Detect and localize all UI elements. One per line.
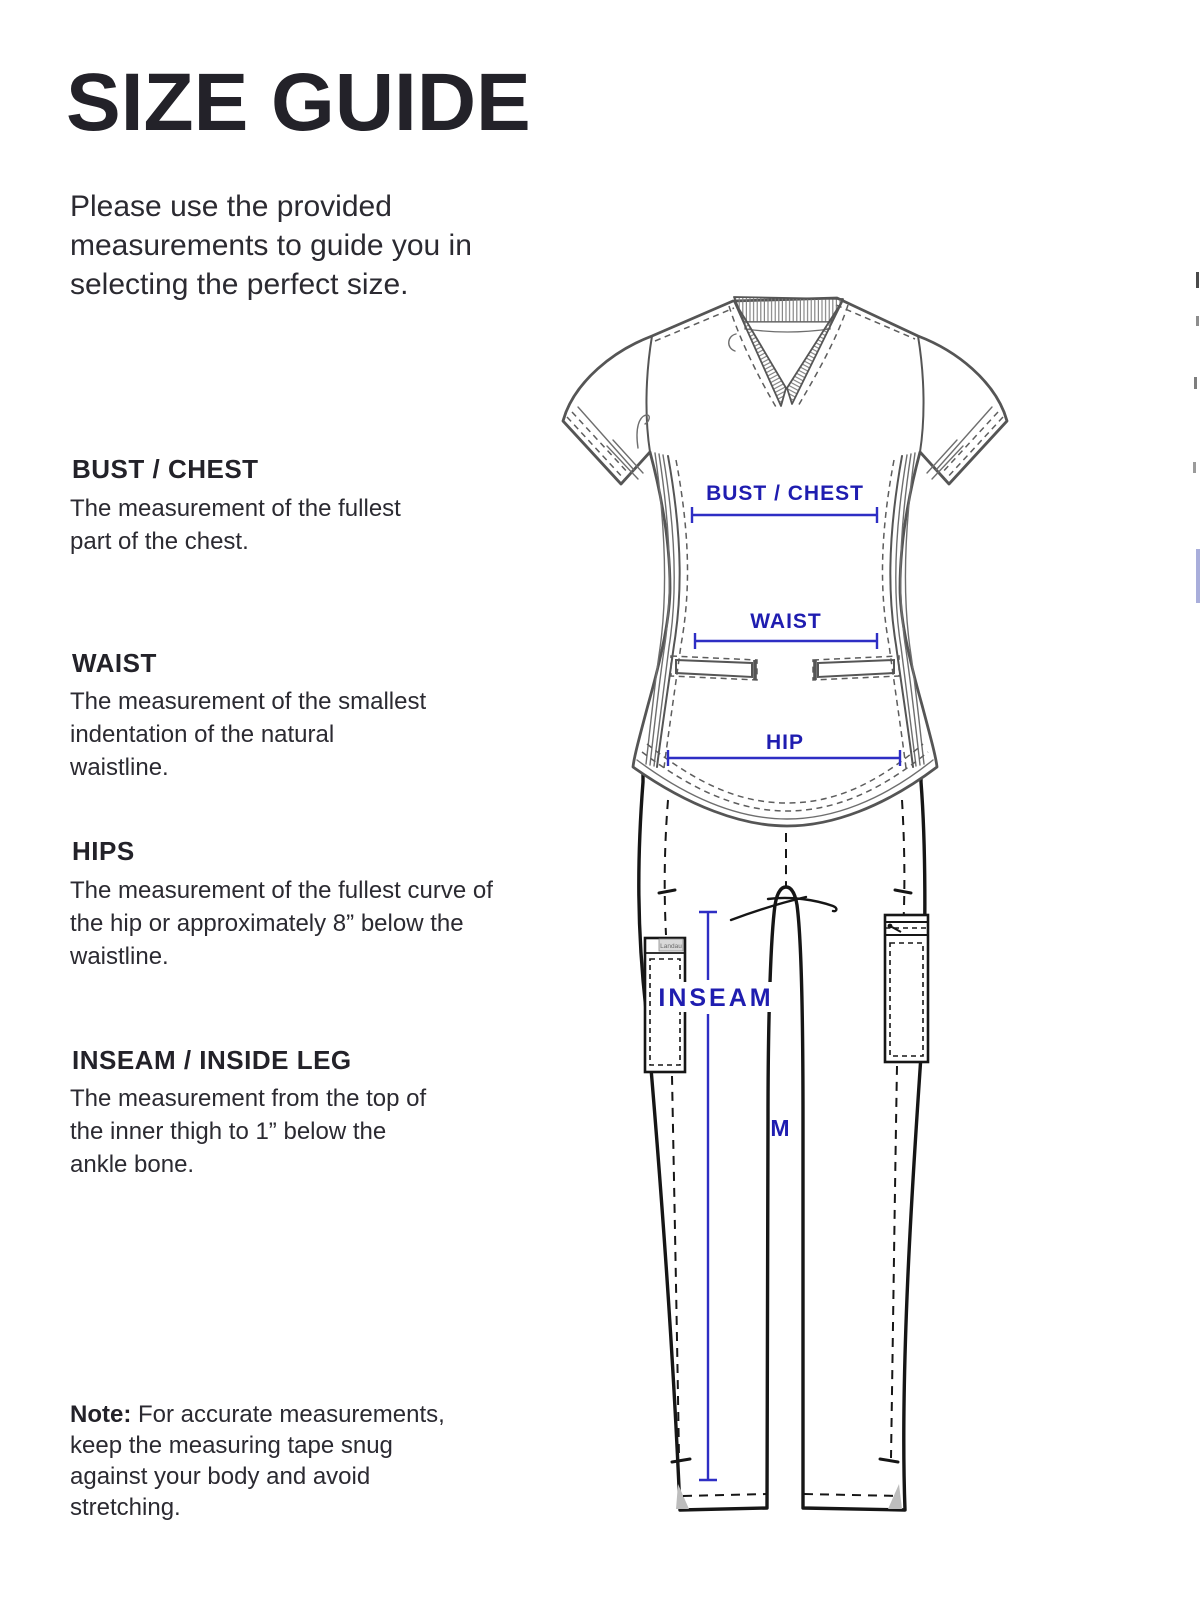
right-cargo-pocket — [885, 915, 928, 1062]
screen-edge-artifact — [1193, 462, 1196, 473]
screen-edge-artifact — [1196, 549, 1200, 603]
note-label: Note: — [70, 1401, 132, 1428]
hip-measure-label: HIP — [765, 731, 805, 754]
size-letter-label: M — [770, 1115, 790, 1141]
section-body-bust: The measurement of the fullest part of the chest. — [70, 495, 401, 555]
back-neck-band — [745, 322, 830, 332]
note-body: For accurate measurements, keep the measuring tape snug against your body and avoid stretching. — [70, 1401, 445, 1521]
brand-tag-label: Landau — [660, 943, 682, 950]
intro-text: Please use the provided measurements to guide you in selecting the perfect size. — [70, 190, 472, 301]
section-heading-hips: HIPS — [72, 836, 135, 866]
screen-edge-artifact — [1194, 377, 1197, 389]
screen-edge-artifact — [1196, 316, 1199, 326]
waist-measure-label: WAIST — [750, 610, 822, 633]
section-heading-waist: WAIST — [72, 648, 157, 678]
inseam-measure-label: INSEAM — [658, 984, 774, 1012]
screen-edge-artifact — [1196, 272, 1199, 288]
section-body-waist: The measurement of the smallest indentation of the natural waistline. — [70, 688, 427, 781]
page-title: SIZE GUIDE — [66, 57, 531, 148]
bust-measure-label: BUST / CHEST — [706, 482, 864, 505]
section-heading-bust: BUST / CHEST — [72, 454, 259, 484]
section-body-hips: The measurement of the fullest curve of the hip or approximately 8” below the waistline. — [70, 877, 493, 970]
section-heading-inseam: INSEAM / INSIDE LEG — [72, 1045, 352, 1075]
section-body-inseam: The measurement from the top of the inner thigh to 1” below the ankle bone. — [70, 1085, 427, 1178]
